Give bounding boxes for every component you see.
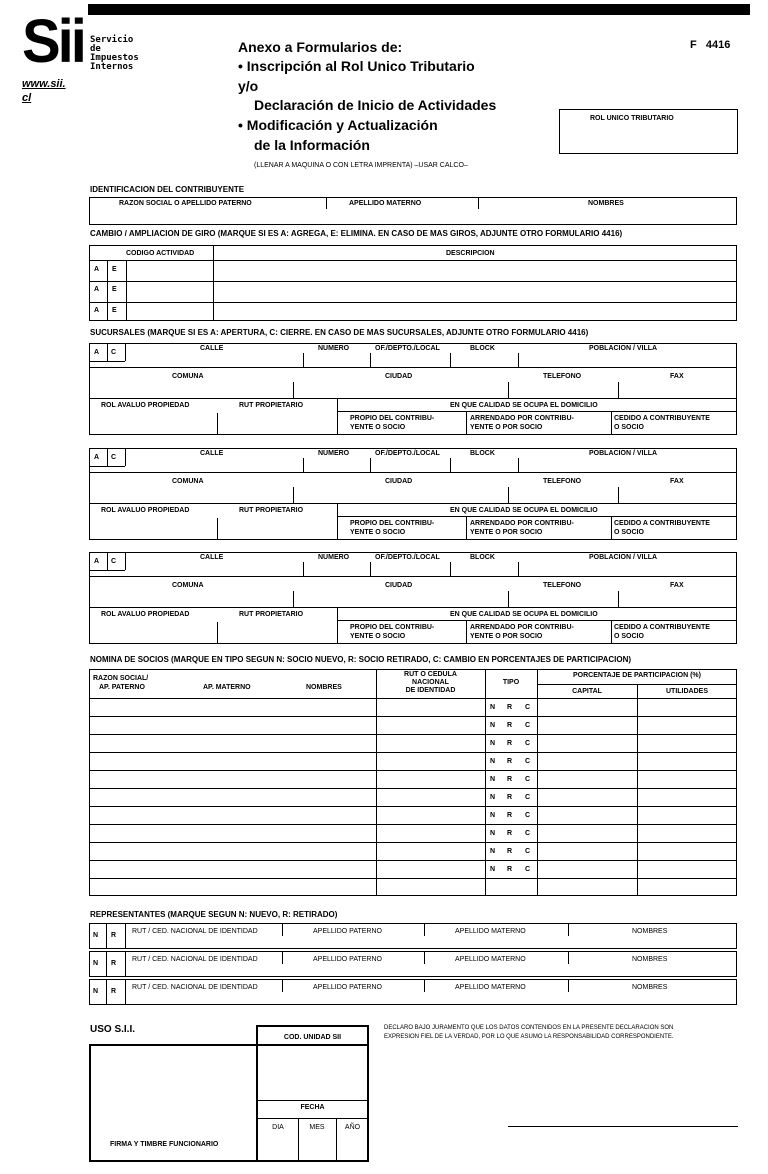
- tipo-c[interactable]: C: [525, 812, 531, 819]
- rut-label: ROL UNICO TRIBUTARIO: [590, 115, 674, 122]
- title-line-4: Declaración de Inicio de Actividades: [254, 97, 497, 113]
- rep-materno-label: APELLIDO MATERNO: [455, 984, 526, 991]
- tipo-r[interactable]: R: [507, 722, 513, 729]
- table-row[interactable]: [89, 752, 737, 753]
- ciudad-label: CIUDAD: [385, 582, 413, 589]
- logo-name-line: Impuestos: [90, 53, 139, 63]
- anio-label: AÑO: [344, 1124, 361, 1131]
- uso-title: USO S.I.I.: [90, 1024, 136, 1035]
- giro-e[interactable]: E: [112, 286, 117, 293]
- poblacion-label: POBLACION / VILLA: [589, 345, 658, 352]
- form-code: F 4416: [690, 39, 731, 51]
- cedido-label[interactable]: O SOCIO: [614, 529, 644, 536]
- declaracion-line: DECLARO BAJO JURAMENTO QUE LOS DATOS CONTENIDOS EN LA PRESENTE DECLARACION SON: [384, 1025, 674, 1031]
- fecha-label: FECHA: [300, 1104, 325, 1111]
- giro-title: CAMBIO / AMPLIACION DE GIRO (MARQUE SI ES A: AGREGA, E: ELIMINA. EN CASO DE MAS GIROS, ADJUNTE OTRO FORMULARIO 4416): [90, 229, 623, 238]
- rep-rut-label: RUT / CED. NACIONAL DE IDENTIDAD: [132, 956, 258, 963]
- cedido-label[interactable]: CEDIDO A CONTRIBUYENTE: [614, 415, 710, 422]
- ofdepto-label: OF./DEPTO./LOCAL: [375, 450, 440, 457]
- calle-label: CALLE: [200, 450, 224, 457]
- rep-r[interactable]: R: [111, 988, 117, 995]
- cedido-label[interactable]: O SOCIO: [614, 424, 644, 431]
- propio-label[interactable]: YENTE O SOCIO: [350, 633, 406, 640]
- table-row[interactable]: [89, 878, 737, 879]
- logo-name: [90, 36, 139, 72]
- logo-url-line2: cl: [22, 92, 32, 104]
- title-line-5: • Modificación y Actualización: [238, 117, 438, 133]
- socios-title: NOMINA DE SOCIOS (MARQUE EN TIPO SEGUN N: SOCIO NUEVO, R: SOCIO RETIRADO, C: CAMBIO EN PORCENTAJES DE PARTICIPACION): [90, 655, 632, 664]
- calidad-label: EN QUE CALIDAD SE OCUPA EL DOMICILIO: [450, 611, 598, 618]
- rep-paterno-label: APELLIDO PATERNO: [313, 928, 382, 935]
- numero-label: NUMERO: [318, 554, 350, 561]
- rol-label: ROL AVALUO PROPIEDAD: [101, 611, 190, 618]
- tipo-n[interactable]: N: [490, 740, 496, 747]
- descripcion-label: DESCRIPCION: [446, 250, 495, 257]
- table-row[interactable]: [89, 770, 737, 771]
- firma-label: FIRMA Y TIMBRE FUNCIONARIO: [110, 1141, 219, 1148]
- socios-porcentaje: PORCENTAJE DE PARTICIPACION (%): [573, 672, 701, 679]
- cod-unidad-box[interactable]: [256, 1025, 369, 1162]
- poblacion-label: POBLACION / VILLA: [589, 554, 658, 561]
- rep-paterno-label: APELLIDO PATERNO: [313, 984, 382, 991]
- tipo-n[interactable]: N: [490, 830, 496, 837]
- arrendado-label[interactable]: YENTE O POR SOCIO: [470, 633, 543, 640]
- dia-label: DIA: [272, 1124, 284, 1131]
- socios-table: [89, 669, 737, 896]
- table-row[interactable]: [89, 806, 737, 807]
- table-row[interactable]: [89, 716, 737, 717]
- rep-nombres-label: NOMBRES: [632, 984, 668, 991]
- logo-name-line: Servicio: [90, 35, 134, 45]
- mes-label: MES: [309, 1124, 325, 1131]
- socios-razon-1: RAZON SOCIAL/: [93, 675, 149, 682]
- giro-a[interactable]: A: [94, 307, 100, 314]
- title-line-6: de la Información: [254, 137, 370, 153]
- socios-rut-3: DE IDENTIDAD: [405, 687, 456, 694]
- table-row[interactable]: [89, 734, 737, 735]
- calidad-label: EN QUE CALIDAD SE OCUPA EL DOMICILIO: [450, 507, 598, 514]
- representante-row[interactable]: [89, 979, 737, 1005]
- rol-label: ROL AVALUO PROPIEDAD: [101, 402, 190, 409]
- propio-label[interactable]: YENTE O SOCIO: [350, 529, 406, 536]
- sucursal-c[interactable]: C: [111, 558, 117, 565]
- tipo-c[interactable]: C: [525, 830, 531, 837]
- tipo-n[interactable]: N: [490, 776, 496, 783]
- tipo-n[interactable]: N: [490, 758, 496, 765]
- block-label: BLOCK: [470, 554, 495, 561]
- rep-materno-label: APELLIDO MATERNO: [455, 956, 526, 963]
- rep-r[interactable]: R: [111, 960, 117, 967]
- table-row[interactable]: [89, 824, 737, 825]
- calle-label: CALLE: [200, 345, 224, 352]
- sii-logo: [22, 7, 88, 104]
- arrendado-label[interactable]: ARRENDADO POR CONTRIBU-: [470, 415, 574, 422]
- arrendado-label[interactable]: YENTE O POR SOCIO: [470, 529, 543, 536]
- fax-label: FAX: [670, 478, 684, 485]
- propio-label[interactable]: YENTE O SOCIO: [350, 424, 406, 431]
- tipo-r[interactable]: R: [507, 704, 513, 711]
- tipo-c[interactable]: C: [525, 758, 531, 765]
- tipo-c[interactable]: C: [525, 704, 531, 711]
- cedido-label[interactable]: O SOCIO: [614, 633, 644, 640]
- sucursal-c[interactable]: C: [111, 349, 117, 356]
- block-label: BLOCK: [470, 345, 495, 352]
- rep-materno-label: APELLIDO MATERNO: [455, 928, 526, 935]
- giro-a[interactable]: A: [94, 286, 100, 293]
- rut-propietario-label: RUT PROPIETARIO: [239, 507, 304, 514]
- sucursal-c[interactable]: C: [111, 454, 117, 461]
- tipo-n[interactable]: N: [490, 704, 496, 711]
- rep-n[interactable]: N: [93, 988, 99, 995]
- tipo-r[interactable]: R: [507, 830, 513, 837]
- tipo-n[interactable]: N: [490, 722, 496, 729]
- title-line-2: • Inscripción al Rol Unico Tributario: [238, 58, 475, 74]
- signature-line[interactable]: [508, 1126, 738, 1127]
- logo-name-line: Internos: [90, 62, 134, 72]
- logo-url-line1: www.sii.: [22, 78, 66, 90]
- telefono-label: TELEFONO: [543, 582, 582, 589]
- declaracion-line: EXPRESION FIEL DE LA VERDAD, POR LO QUE ASUMO LA RESPONSABILIDAD CORRESPONDIENTE.: [384, 1034, 674, 1040]
- socios-tipo: TIPO: [502, 679, 520, 686]
- tipo-c[interactable]: C: [525, 722, 531, 729]
- comuna-label: COMUNA: [172, 478, 204, 485]
- tipo-r[interactable]: R: [507, 776, 513, 783]
- giro-e[interactable]: E: [112, 266, 117, 273]
- tipo-r[interactable]: R: [507, 758, 513, 765]
- cedido-label[interactable]: CEDIDO A CONTRIBUYENTE: [614, 624, 710, 631]
- sucursal-a[interactable]: A: [94, 454, 100, 461]
- propio-label[interactable]: PROPIO DEL CONTRIBU-: [350, 415, 435, 422]
- telefono-label: TELEFONO: [543, 478, 582, 485]
- calidad-label: EN QUE CALIDAD SE OCUPA EL DOMICILIO: [450, 402, 598, 409]
- rep-nombres-label: NOMBRES: [632, 928, 668, 935]
- numero-label: NUMERO: [318, 450, 350, 457]
- tipo-c[interactable]: C: [525, 776, 531, 783]
- codigo-label: CODIGO ACTIVIDAD: [126, 250, 195, 257]
- rep-rut-label: RUT / CED. NACIONAL DE IDENTIDAD: [132, 928, 258, 935]
- rol-label: ROL AVALUO PROPIEDAD: [101, 507, 190, 514]
- socios-utilidades: UTILIDADES: [666, 688, 708, 695]
- rep-rut-label: RUT / CED. NACIONAL DE IDENTIDAD: [132, 984, 258, 991]
- rep-n[interactable]: N: [93, 932, 99, 939]
- ciudad-label: CIUDAD: [385, 373, 413, 380]
- tipo-n[interactable]: N: [490, 812, 496, 819]
- socios-rut-1: RUT O CEDULA: [404, 671, 457, 678]
- comuna-label: COMUNA: [172, 373, 204, 380]
- poblacion-label: POBLACION / VILLA: [589, 450, 658, 457]
- giro-a[interactable]: A: [94, 266, 100, 273]
- tipo-r[interactable]: R: [507, 848, 513, 855]
- ofdepto-label: OF./DEPTO./LOCAL: [375, 345, 440, 352]
- rep-nombres-label: NOMBRES: [632, 956, 668, 963]
- representante-row[interactable]: [89, 951, 737, 977]
- numero-label: NUMERO: [318, 345, 350, 352]
- telefono-label: TELEFONO: [543, 373, 582, 380]
- rut-propietario-label: RUT PROPIETARIO: [239, 402, 304, 409]
- socios-capital: CAPITAL: [572, 688, 602, 695]
- propio-label[interactable]: PROPIO DEL CONTRIBU-: [350, 624, 435, 631]
- rep-r[interactable]: R: [111, 932, 117, 939]
- table-row[interactable]: [89, 860, 737, 861]
- representantes-title: REPRESENTANTES (MARQUE SEGUN N: NUEVO, R: RETIRADO): [90, 910, 338, 919]
- table-row[interactable]: [89, 788, 737, 789]
- ofdepto-label: OF./DEPTO./LOCAL: [375, 554, 440, 561]
- ciudad-label: CIUDAD: [385, 478, 413, 485]
- cedido-label[interactable]: CEDIDO A CONTRIBUYENTE: [614, 520, 710, 527]
- arrendado-label[interactable]: ARRENDADO POR CONTRIBU-: [470, 624, 574, 631]
- tipo-c[interactable]: C: [525, 866, 531, 873]
- instructions: (LLENAR A MAQUINA O CON LETRA IMPRENTA) –USAR CALCO–: [254, 162, 468, 169]
- razon-label: RAZON SOCIAL O APELLIDO PATERNO: [119, 200, 252, 207]
- materno-label: APELLIDO MATERNO: [349, 200, 422, 207]
- arrendado-label[interactable]: ARRENDADO POR CONTRIBU-: [470, 520, 574, 527]
- rut-propietario-label: RUT PROPIETARIO: [239, 611, 304, 618]
- tipo-r[interactable]: R: [507, 740, 513, 747]
- logo-mark: Sii: [22, 7, 84, 76]
- sucursales-title: SUCURSALES (MARQUE SI ES A: APERTURA, C: CIERRE. EN CASO DE MAS SUCURSALES, ADJUNTE OTRO FORMULARIO 4416): [90, 328, 589, 337]
- rep-paterno-label: APELLIDO PATERNO: [313, 956, 382, 963]
- block-label: BLOCK: [470, 450, 495, 457]
- fax-label: FAX: [670, 582, 684, 589]
- socios-rut-2: NACIONAL: [412, 679, 449, 686]
- tipo-c[interactable]: C: [525, 794, 531, 801]
- tipo-n[interactable]: N: [490, 794, 496, 801]
- cod-unidad-label: COD. UNIDAD SII: [283, 1034, 342, 1041]
- socios-materno: AP. MATERNO: [203, 684, 251, 691]
- tipo-r[interactable]: R: [507, 866, 513, 873]
- tipo-c[interactable]: C: [525, 848, 531, 855]
- rep-n[interactable]: N: [93, 960, 99, 967]
- declaracion: [384, 1024, 674, 1042]
- tipo-r[interactable]: R: [507, 812, 513, 819]
- fax-label: FAX: [670, 373, 684, 380]
- title-line-3: y/o: [238, 78, 259, 94]
- tipo-r[interactable]: R: [507, 794, 513, 801]
- tipo-c[interactable]: C: [525, 740, 531, 747]
- representante-row[interactable]: [89, 923, 737, 949]
- tipo-n[interactable]: N: [490, 866, 496, 873]
- top-bar: [88, 4, 750, 15]
- calle-label: CALLE: [200, 554, 224, 561]
- identificacion-title: IDENTIFICACION DEL CONTRIBUYENTE: [90, 185, 245, 194]
- tipo-n[interactable]: N: [490, 848, 496, 855]
- title-line-1: Anexo a Formularios de:: [238, 39, 403, 55]
- socios-nombres: NOMBRES: [306, 684, 342, 691]
- socios-razon-2: AP. PATERNO: [99, 684, 145, 691]
- table-row[interactable]: [89, 842, 737, 843]
- sucursal-a[interactable]: A: [94, 558, 100, 565]
- giro-e[interactable]: E: [112, 307, 117, 314]
- propio-label[interactable]: PROPIO DEL CONTRIBU-: [350, 520, 435, 527]
- arrendado-label[interactable]: YENTE O POR SOCIO: [470, 424, 543, 431]
- sucursal-a[interactable]: A: [94, 349, 100, 356]
- nombres-label: NOMBRES: [588, 200, 624, 207]
- logo-name-line: de: [90, 44, 101, 54]
- comuna-label: COMUNA: [172, 582, 204, 589]
